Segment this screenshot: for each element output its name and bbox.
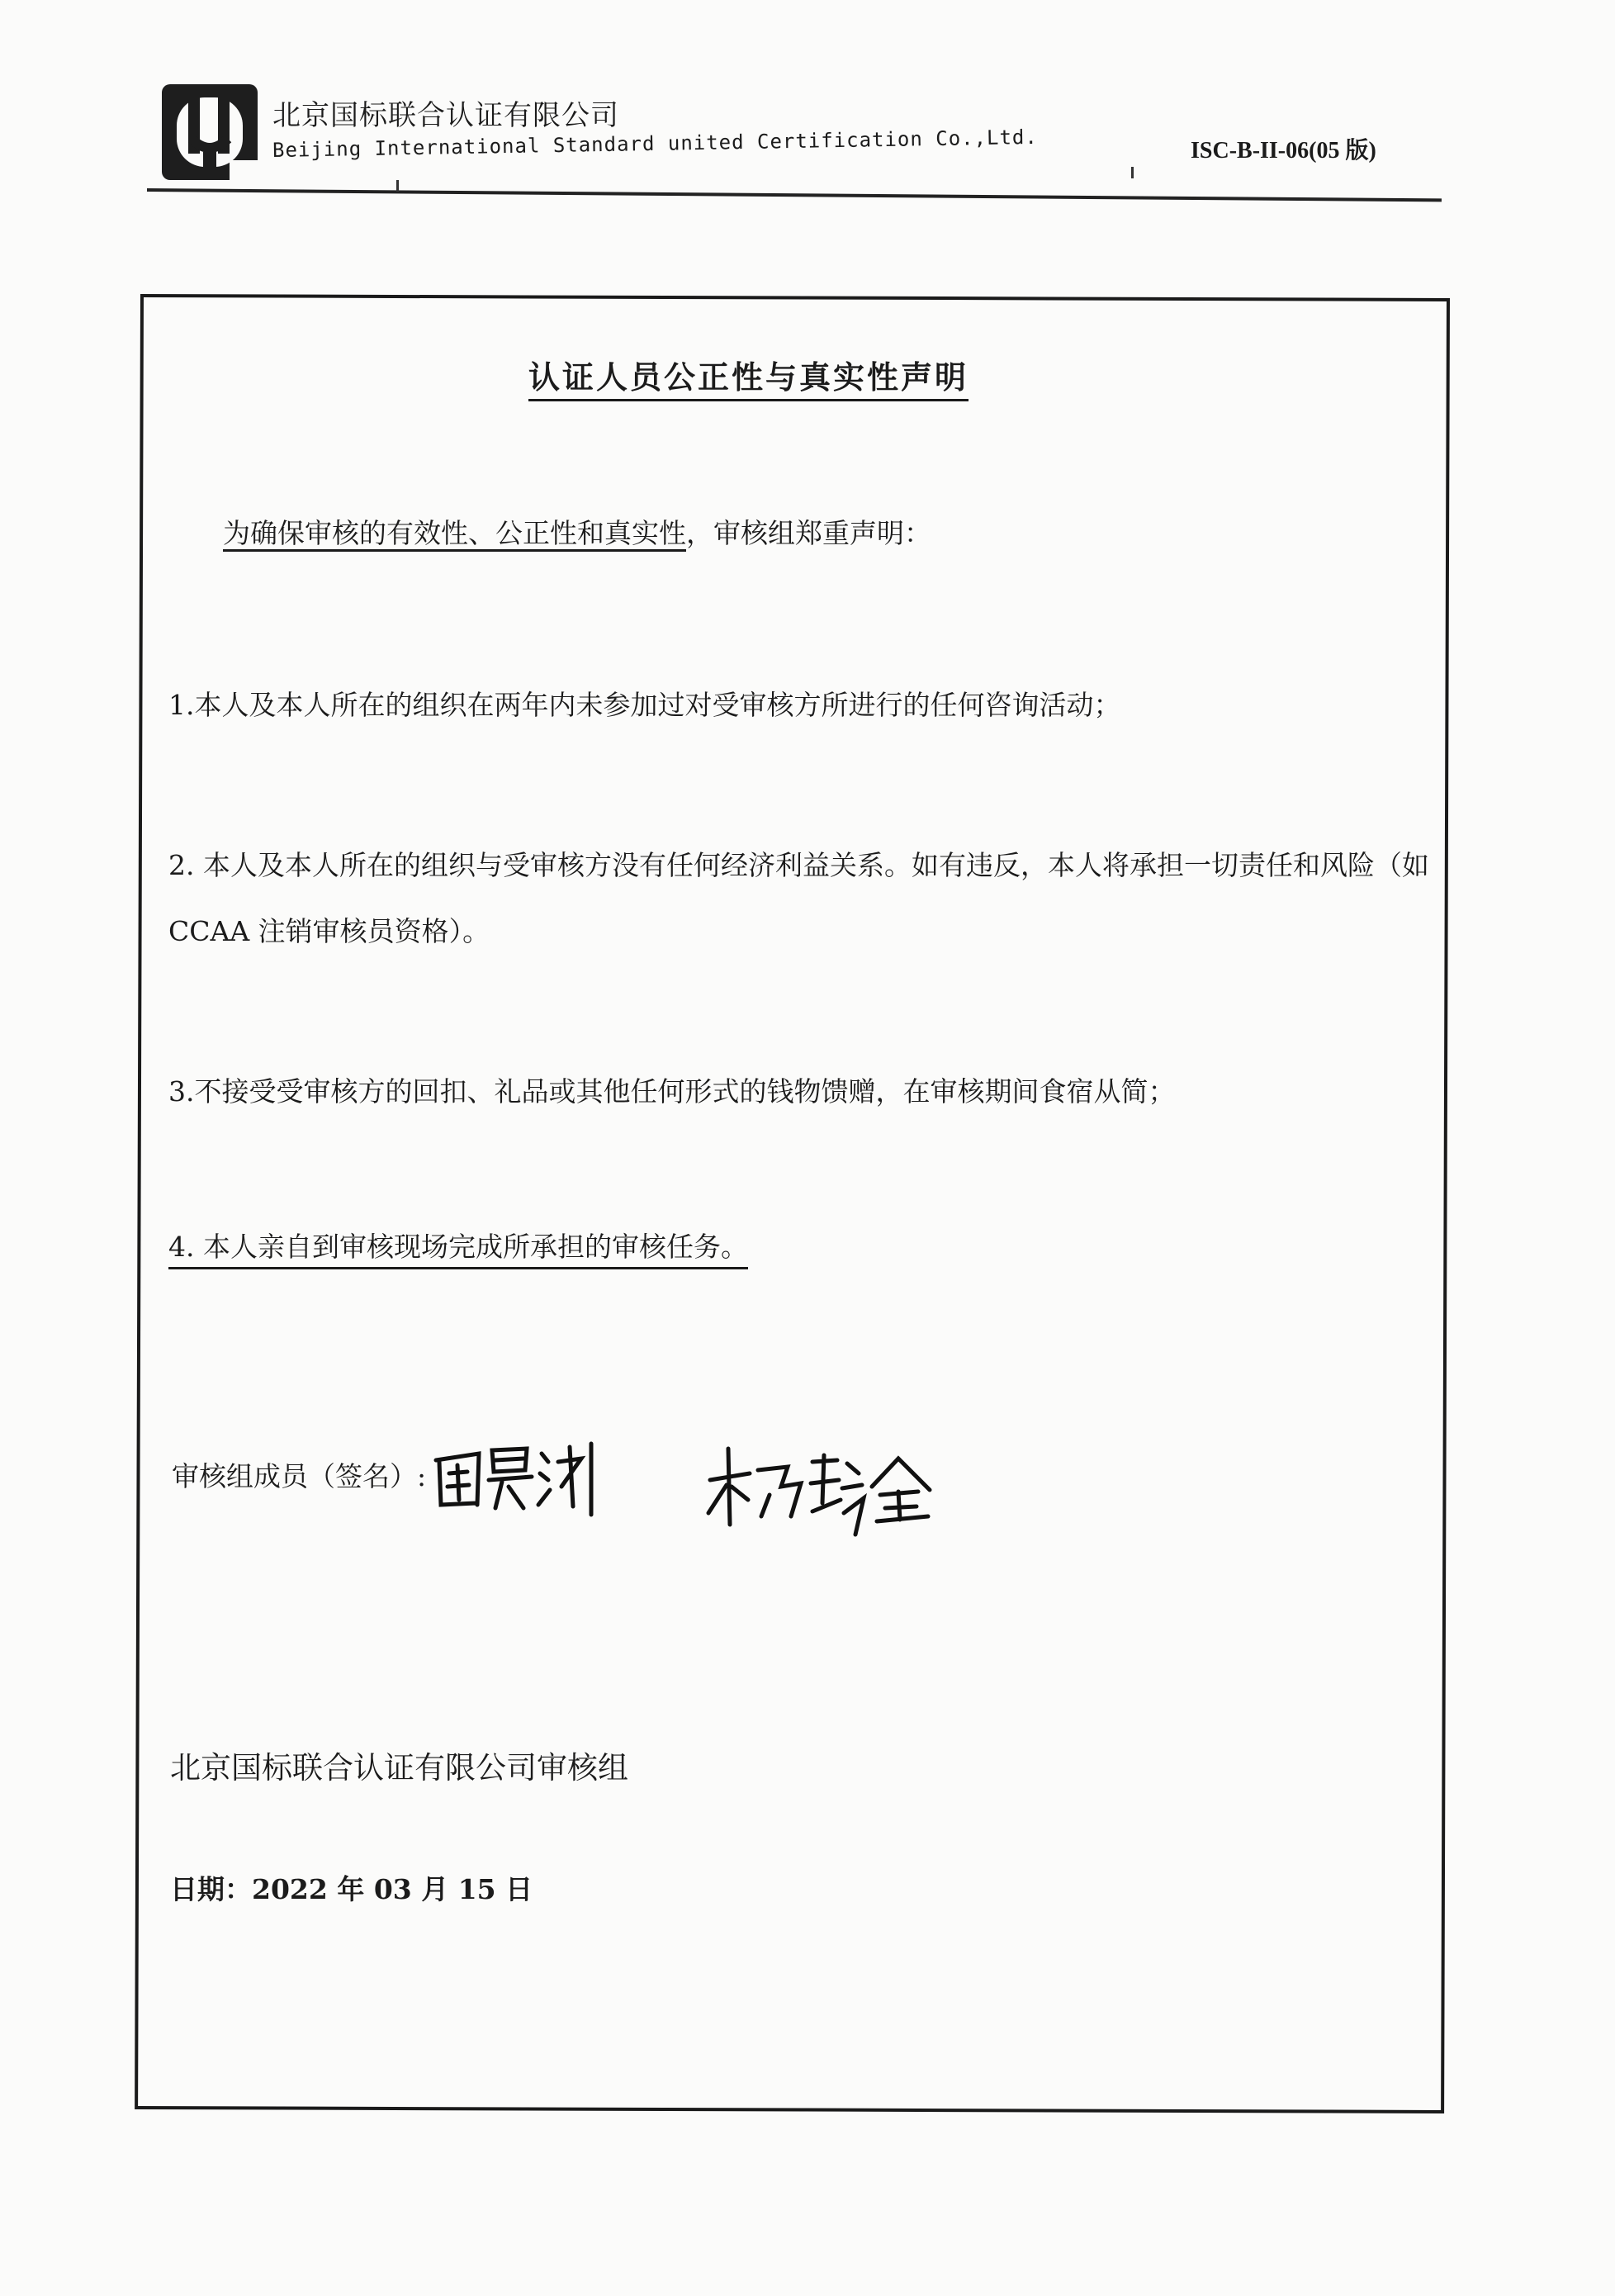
intro-underlined-text: 为确保审核的有效性、公正性和真实性 [223,517,686,552]
audit-group-name: 北京国标联合认证有限公司审核组 [170,1750,628,1786]
header-divider [147,188,1442,202]
declaration-frame [135,294,1450,2113]
company-logo-icon [159,81,261,183]
declaration-intro [223,512,931,551]
scan-mark [1131,167,1134,178]
signature-auditor-1 [429,1429,611,1520]
signature-label: 审核组成员（签名）: [172,1460,427,1492]
declaration-date: 日期：2022 年 03 月 15 日 [170,1873,533,1905]
signature-auditor-2 [702,1437,941,1544]
document-code: ISC-B-II-06(05 版) [1191,138,1376,164]
declaration-item-4: 4. 本人亲自到审核现场完成所承担的审核任务。 [168,1227,748,1269]
company-name-cn: 北京国标联合认证有限公司 [272,99,619,132]
intro-text: ，审核组郑重声明： [686,517,931,549]
scan-mark [396,180,399,192]
declaration-title: 认证人员公正性与真实性声明 [528,352,969,401]
declaration-item-1: 1.本人及本人所在的组织在两年内未参加过对受审核方所进行的任何咨询活动； [168,689,1121,721]
company-name-en: Beijing International Standard united Certification Co.,Ltd. [272,125,1039,162]
declaration-item-3: 3.不接受受审核方的回扣、礼品或其他任何形式的钱物馈赠，在审核期间食宿从简； [168,1075,1176,1108]
declaration-item-2: 2. 本人及本人所在的组织与受审核方没有任何经济利益关系。如有违反，本人将承担一切责任和风险（如 CCAA 注销审核员资格）。 [168,849,1429,947]
